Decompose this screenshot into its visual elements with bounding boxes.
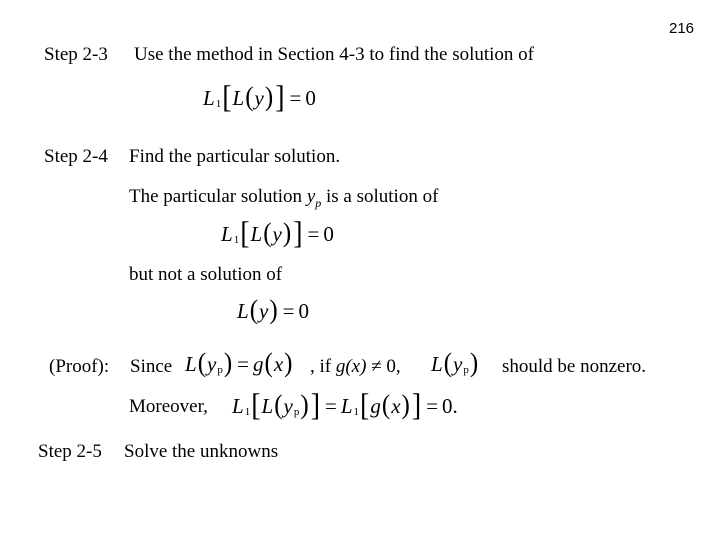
equation-l1-l-y-zero: L 1 [ L ( y ) ] = 0 xyxy=(203,79,316,116)
step-2-4-text: Find the particular solution. xyxy=(129,146,341,167)
not-solution-line: but not a solution of xyxy=(129,264,283,285)
step-2-3-label: Step 2-3 xyxy=(44,44,108,65)
step-2-5-label: Step 2-5 xyxy=(38,441,102,462)
equation-l-yp-equals-g: L ( y p ) = g ( x ) xyxy=(185,348,293,379)
page-number: 216 xyxy=(669,20,695,37)
proof-should-nonzero: should be nonzero. xyxy=(502,356,647,377)
proof-label: (Proof): xyxy=(49,356,110,377)
proof-condition: , if g(x) ≠ 0, xyxy=(310,356,401,377)
proof-moreover: Moreover, xyxy=(129,396,208,417)
step-2-4-label: Step 2-4 xyxy=(44,146,108,167)
step-2-3-text: Use the method in Section 4-3 to find the solution of xyxy=(134,44,535,65)
equation-l-y-zero: L ( y ) = 0 xyxy=(237,295,310,326)
equation-moreover: L 1 [ L ( y p ) ] = L 1 [ g ( x ) ] = 0. xyxy=(232,387,458,424)
equation-l1-l-y-zero-2: L 1 [ L ( y ) ] = 0 xyxy=(221,215,334,252)
equation-l-yp: L ( y p ) xyxy=(431,348,479,379)
step-2-5-text: Solve the unknowns xyxy=(124,441,279,462)
proof-since: Since xyxy=(130,356,173,377)
particular-solution-line: The particular solution $y_p$ is a solution of xyxy=(129,186,439,210)
